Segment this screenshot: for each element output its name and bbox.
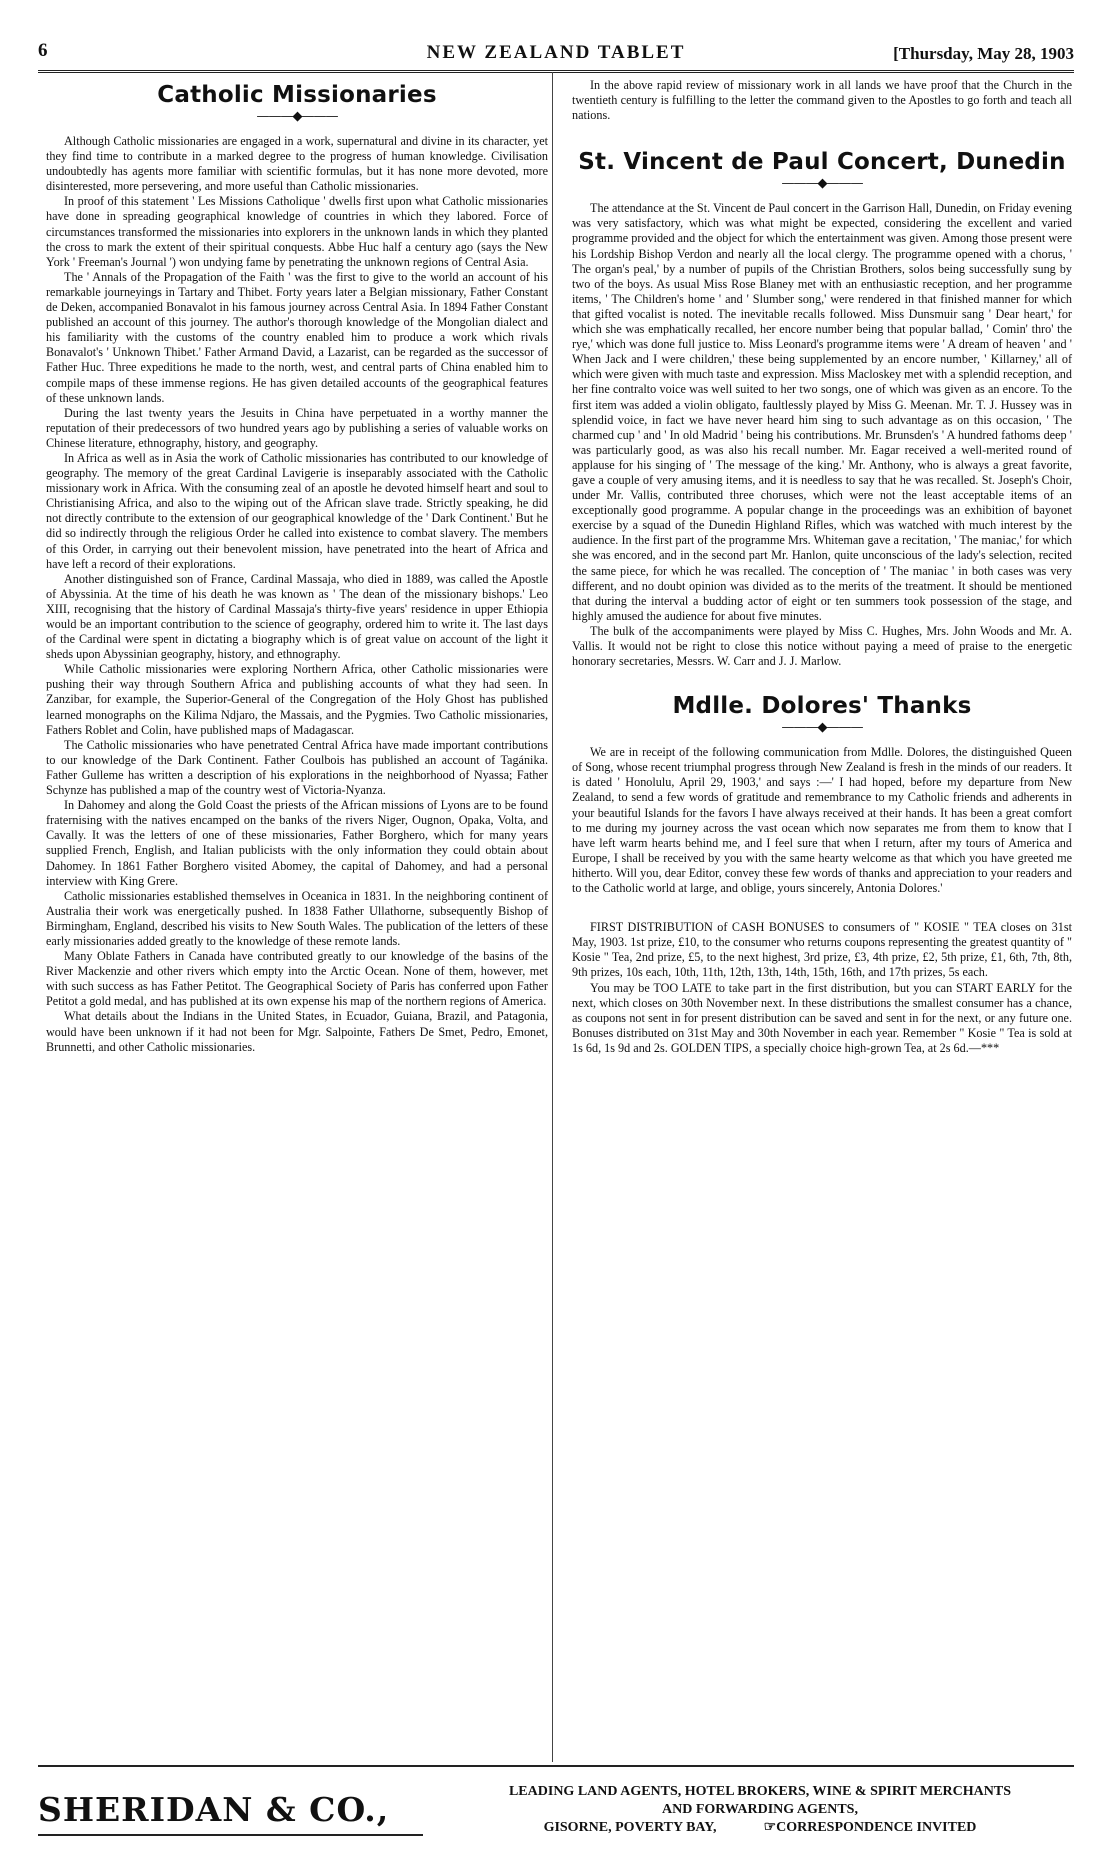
- article-body: [572, 745, 1072, 896]
- issue-date: [Thursday, May 28, 1903: [893, 44, 1074, 63]
- paragraph: During the last twenty years the Jesuits in China have perpetuated in a worthy manner the reputation of their predecessors of two hundred years ago by publishing a series of valuable works on Chinese literature, ethnography, history, and geography.: [46, 405, 548, 450]
- footer-advert: [445, 1783, 1075, 1837]
- brand-underline: [38, 1834, 423, 1836]
- ornament-divider: ———◆———: [781, 176, 863, 192]
- article-dolores-thanks: [572, 693, 1072, 896]
- paragraph: In Dahomey and along the Gold Coast the priests of the African missions of Lyons are to be found fraternising with the natives encamped on the banks of the rivers Niger, Ougnon, Opaka, Volta, and Cavally. It was the letters of one of these missionaries, Father Borghero, which for many years supplied French, English, and Italian publicists with the only information they could obtain about Dahomey. In 1861 Father Borghero visited Abomey, the capital of Dahomey, and had a personal interview with King Grere.: [46, 798, 548, 888]
- left-column: [46, 78, 548, 1079]
- paragraph: You may be TOO LATE to take part in the first distribution, but you can START EARLY for the next, which closes on 30th November next. In these distributions the smallest consumer has a chance, as coupons not sent in for present distribution can be saved and sent in for the next, or any future one. Bonuses distributed on 31st May and 30th November in each year. Remember " Kosie " Tea is sold at 1s 6d, 1s 9d and 2s. GOLDEN TIPS, a specially choice high-grown Tea, at 2s 6d.—***: [572, 980, 1072, 1055]
- article-title: Catholic Missionaries: [157, 82, 437, 108]
- paragraph: Catholic missionaries established themselves in Oceanica in 1831. In the neighboring continent of Australia their work was energetically pushed. In 1838 Father Ullathorne, subsequently Bishop of Birmingham, England, described his visits to New South Wales. The publication of the letters of these early missionaries added greatly to the knowledge of these remote lands.: [46, 888, 548, 948]
- paragraph: In proof of this statement ' Les Missions Catholique ' dwells first upon what Catholic missionaries have done in spreading geographical knowledge of countries in which they labored. Force of circumstances transformed the missionaries into explorers in the unknown lands in which they planted the cross to mark the extent of their spiritual conquests. Abbe Huc half a century ago (says the New York ' Freeman's Journal ') won undying fame by penetrating the unknown regions of Central Asia.: [46, 194, 548, 269]
- advert-kosie-tea: [572, 920, 1072, 1056]
- column-divider: [552, 72, 553, 1762]
- footer-line-2: AND FORWARDING AGENTS,: [662, 1802, 858, 1817]
- paragraph: In Africa as well as in Asia the work of Catholic missionaries has contributed to our knowledge of geography. The memory of the great Cardinal Lavigerie is inseparably associated with the Catholic missionary work in Africa. With the consuming zeal of an apostle he devoted himself heart and soul to Christianising Africa, and also to the wiping out of the African slave trade. Strictly speaking, he did not directly contribute to the extension of our geographical knowledge of the ' Dark Continent.' But he did so indirectly through the religious Order he called into existence to combat slavery. The members of this Order, in carrying out their benevolent mission, have penetrated into the heart of Africa and have left a record of their explorations.: [46, 450, 548, 571]
- paragraph: What details about the Indians in the United States, in Ecuador, Guiana, Brazil, and Patagonia, would have been unknown if it had not been for Mgr. Salpointe, Fathers De Smet, Pedro, Emonet, Brunnetti, and other Catholic missionaries.: [46, 1009, 548, 1054]
- advert-body: [572, 920, 1072, 1056]
- paragraph: FIRST DISTRIBUTION of CASH BONUSES to consumers of " KOSIE " TEA closes on 31st May, 1903. 1st prize, £10, to the consumer who returns coupons representing the greatest quantity of " Kosie " Tea, 2nd prize, £5, to the next highest, 3rd prize, £3, 4th prize, £2, 5th prize, £1, 6th, 7th, 8th, 9th prizes, 10s each, 10th, 11th, 12th, 13th, 14th, 15th, 16th, and 17th prizes, 5s each.: [572, 920, 1072, 980]
- ornament-divider: ———◆———: [781, 720, 863, 736]
- footer-location: GISORNE, POVERTY BAY,: [543, 1820, 717, 1835]
- article-title: St. Vincent de Paul Concert, Dunedin: [578, 149, 1066, 176]
- article-body: [572, 201, 1072, 669]
- paragraph: Although Catholic missionaries are engaged in a work, supernatural and divine in its character, yet they find time to contribute in a marked degree to the progress of human knowledge. Civilisation undoubtedly has agents more familiar with scientific formulas, but it has none more devoted, more disinterested, more persevering, and more useful than Catholic missionaries.: [46, 134, 548, 194]
- paragraph: The bulk of the accompaniments were played by Miss C. Hughes, Mrs. John Woods and Mr. A. Vallis. It would not be right to close this notice without paying a meed of praise to the energetic honorary secretaries, Messrs. W. Carr and J. J. Marlow.: [572, 623, 1072, 669]
- paragraph: The ' Annals of the Propagation of the Faith ' was the first to give to the world an account of his remarkable journeyings in Tartary and Thibet. Forty years later a Belgian missionary, Father Constant de Deken, accompanied Bonavalot in his famous journey across Central Asia. In 1894 Father Constant published an account of this journey. The author's thorough knowledge of the Mongolian dialect and his familiarity with the customs of the country enabled him to produce a work which rivals Bonavalot's ' Unknown Thibet.' Father Armand David, a Lazarist, can be regarded as the successor of Father Huc. Three expeditions he made to the north, west, and central parts of China enabled him to compile maps of these immense regions. He has given detailed accounts of the geographical features of these unknown lands.: [46, 269, 548, 405]
- paragraph: The Catholic missionaries who have penetrated Central Africa have made important contributions to our knowledge of the Dark Continent. Father Coulbois has published an account of Tagánika. Father Gulleme has written a description of his explorations in the neighborhood of Nyassa; Father Schynze has published a map of the country west of Victoria-Nyanza.: [46, 737, 548, 798]
- right-column: [572, 78, 1072, 1080]
- paragraph: We are in receipt of the following communication from Mdlle. Dolores, the distinguished Queen of Song, whose recent triumphal progress through New Zealand is fresh in the minds of our readers. It is dated ' Honolulu, April 29, 1903,' and says :—' I had hoped, before my departure from New Zealand, to send a few words of gratitude and remembrance to my Catholic friends and adherents in your beautiful Islands for the favors I have always received at their hands. It has been a great comfort to me during my journey across the vast ocean which now separates me from them to know that I have left warm hearts behind me, and I feel sure that when I return, after my tours of America and Europe, I shall be received by you with the same hearty welcome as that which you have greeted me hitherto. Will you, dear Editor, convey these few words of thanks and appreciation to your readers and to the Catholic world at large, and oblige, yours sincerely, Antonia Dolores.': [572, 745, 1072, 896]
- ornament-divider: ———◆———: [256, 109, 338, 124]
- article-continuation: In the above rapid review of missionary work in all lands we have proof that the Church in the twentieth century is fulfilling to the letter the command given to the Apostles to go forth and teach all nations.: [572, 78, 1072, 123]
- footer-rule: [38, 1765, 1074, 1767]
- article-concert: [572, 149, 1072, 669]
- paragraph: The attendance at the St. Vincent de Paul concert in the Garrison Hall, Dunedin, on Friday evening was very satisfactory, which was what might be expected, considering the excellent and varied programme provided and the object for which the entertainment was given. Among those present were his Lordship Bishop Verdon and nearly all the local clergy. The programme opened with a chorus, ' The organ's peal,' by a number of pupils of the Christian Brothers, solos being successfully sung by two of the boys. As usual Miss Rose Blaney met with an enthusiastic reception, and her programme items, ' The Children's home ' and ' Slumber song,' were rendered in that finished manner for which that gifted vocalist is noted. The inevitable recalls followed. Miss Dunsmuir sang ' Dear heart,' for which she was emphatically recalled, her encore number being that popular ballad, ' Comin' thro' the rye,' which was done full justice to. Miss Leonard's programme items were ' A dream of heaven ' and ' When Jack and I were children,' these being supplemented by an encore number, ' Killarney,' all of which were given with much taste and expression. Miss Macloskey met with a splendid reception, and her fine contralto voice was well suited to her two songs, one of which was given as an encore. To the first item was added a violin obligato, faultlessly played by Miss G. Meenan. Mr. T. J. Hussey was in splendid voice, in fact we have never heard him sing to such advantage as on this occasion, ' The charmed cup ' and ' In old Madrid ' being his contributions. Mr. Brunsden's ' A hundred fathoms deep ' was particularly good, as was also his recall number. Mr. Eagar received a well-merited round of applause for his singing of ' The message of the king.' Mr. Anthony, who is always a great favorite, gave a couple of very amusing items, and it is needless to say that he was recalled. St. Joseph's Choir, under Mr. Vallis, contributed three choruses, which were not the least acceptable items of an exceptionally good programme. A popular change in the proceedings was an exhibition of bayonet exercise by a squad of the Dunedin Highland Rifles, which was watched with much interest by the audience. In the first part of the programme Mrs. Whiteman gave a recitation, ' The maniac,' for which she was encored, and in the second part Mr. Hanlon, quite unconscious of the lady's selection, recited the same piece, for which he was recalled. The conception of ' The maniac ' in both cases was very different, and no doubt opinion was divided as to the merits of the treatment. It should be mentioned that during the interval a budding actor of eight or ten summers took possession of the stage, and highly amused the audience for about five minutes.: [572, 201, 1073, 623]
- page-number: 6: [38, 40, 48, 61]
- masthead: NEW ZEALAND TABLET: [426, 42, 686, 63]
- footer-correspondence: ☞CORRESPONDENCE INVITED: [763, 1820, 977, 1835]
- footer-line-1: LEADING LAND AGENTS, HOTEL BROKERS, WINE & SPIRIT MERCHANTS: [508, 1784, 1012, 1799]
- page-header: [38, 40, 1074, 70]
- paragraph: Many Oblate Fathers in Canada have contributed greatly to our knowledge of the basins of the River Mackenzie and other rivers which empty into the Arctic Ocean. None of them, however, met with such success as has Father Petitot. The Geographical Society of Paris has conferred upon Father Petitot a gold medal, and has published at its own expense his map of the northern regions of America.: [46, 949, 548, 1009]
- article-catholic-missionaries: [46, 82, 548, 1055]
- article-body: [46, 134, 548, 1055]
- paragraph: While Catholic missionaries were exploring Northern Africa, other Catholic missionaries were pushing their way through Southern Africa and publishing accounts of what they had seen. In Zanzibar, for example, the Superior-General of the Congregation of the Holy Ghost has published learned monographs on the Kilima Ndjaro, the Massais, and the Pygmies. Two Catholic missionaries, Fathers Roblet and Colin, have published maps of Madagascar.: [46, 662, 548, 737]
- header-rule: [38, 70, 1074, 73]
- footer-line-3: [445, 1819, 1075, 1837]
- article-title: Mdlle. Dolores' Thanks: [672, 693, 972, 720]
- paragraph: Another distinguished son of France, Cardinal Massaja, who died in 1889, was called the Apostle of Abyssinia. At the time of his death he was known as ' The dean of the missionary bishops.' Leo XIII, recognising that the history of Cardinal Massaja's thirty-five years' residence in upper Ethiopia would be an important contribution to the science of geography, ordered him to write it. The last days of the Cardinal were spent in dictating a biography which is of great value on account of the light it sheds upon Abyssinian geography, history, and ethnography.: [46, 571, 548, 662]
- footer-brand: SHERIDAN & CO.,: [38, 1790, 390, 1829]
